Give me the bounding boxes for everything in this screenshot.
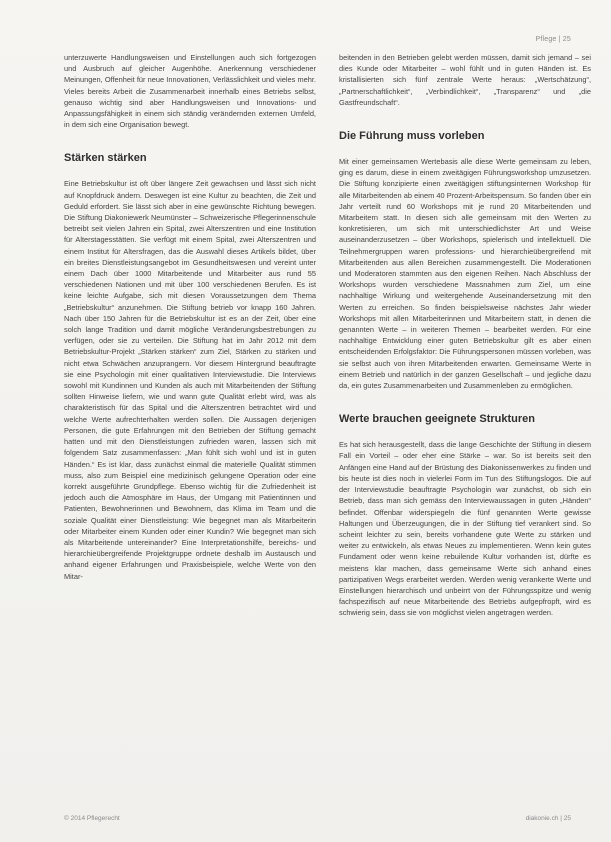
right-column xyxy=(339,52,591,619)
right-intro-paragraph: beitenden in den Betrieben gelebt werden müssen, damit sich jemand – sei dies Kunde oder Mitarbeiter – wohl fühlt und in guten Händen ist. Es kristallisierten sich fünf zentrale Werte heraus: „Wertschätzung“, „Partnerschaftlichkeit“, „Verbindlichkeit“, „Transparenz“ und „die Gastfreundschaft“. xyxy=(339,53,591,107)
footer-right: diakonie.ch | 25 xyxy=(525,815,571,822)
running-head: Pflege | 25 xyxy=(535,36,571,43)
section-heading-staerken: Stärken stärken xyxy=(64,152,147,165)
section-heading-fuehrung: Die Führung muss vorleben xyxy=(339,130,485,143)
intro-paragraph: unterzuwerte Handlungsweisen und Einstellungen auch sich fortgezogen und Ausbruch auf gleicher Augenhöhe. Anerkennung verschiedener Meinungen, Offenheit für neue Innovationen, Verlässlichkeit und vieles mehr. Vieles bereits Arbeit die Zusammenarbeit innerhalb eines Betriebs selbst, genauso wichtig sind aber Handlungsweisen und Innovations- und Anpassungsfähigkeit in einem sich ständig verändernden externen Umfeld, in dem sich eine Organisation bewegt. xyxy=(64,53,316,130)
footer-left: © 2014 Pflegerecht xyxy=(64,815,120,822)
left-column xyxy=(64,52,316,582)
section-paragraph-staerken: Eine Betriebskultur ist oft über längere Zeit gewachsen und lässt sich nicht auf Knopfdruck ändern. Deswegen ist eine Kultur zu beachten, die Zeit und Geduld erfordert. Sie lässt sich aber in eine gewünschte Richtung bewegen. Die Stiftung Diakoniewerk Neumünster – Schweizerische Pflegerinnenschule betreibt seit vielen Jahren ein Spital, zwei Alterszentren und eine Institution für Alterstagesstätten. Sie verfügt mit einem Spital, zwei Alterszentren und einem Institut für Altersfragen, das die Auswahl dieses Artikels bildet, über ein breites Dienstleistungsangebot im Gesundheitswesen und vereint unter einem Dach über 1000 Mitarbeitende und Mitarbeiter aus rund 55 verschiedenen Nationen und mit über 100 verschiedenen Berufen. Es ist keine leichte Aufgabe, sich mit diesen Voraussetzungen dem Thema „Betriebskultur“ anzunehmen. Die Stiftung betrieb vor knapp 160 Jahren. Nach über 150 Jahren für die Betriebskultur ist es an der Zeit, über eine solch lange Tradition und damit mögliche Veränderungsbestrebungen zu verfügen, oder sie zu verteilen. Die Stiftung hat im Jahr 2012 mit dem Betriebskultur-Projekt „Stärken stärken“ zum Ziel, Stärken zu stärken und nicht etwa Schwächen anzuprangern. Vor diesem Hintergrund beauftragte sie eine Psychologin mit einer qualitativen Interviewstudie. Die Interviews sowohl mit Kundinnen und Kunden als auch mit Mitarbeitenden der Stiftung sollten Hinweise liefern, wie und wann gute Qualität erlebt wird, was als charakteristisch für das Spital und die Alterszentren betrachtet wird und welche Werte aufrechterhalten werden sollen. Die Aussagen derjenigen Personen, die gute Erfahrungen mit den Betrieben der Stiftung gemacht hatten und mit den Dienstleistungen zufrieden waren, lassen sich mit folgendem Satz zusammenfassen: „Man fühlt sich wohl und ist in guten Händen.“ Es ist klar, dass zunächst einmal die materielle Qualität stimmen muss, also zum Beispiel eine medizinisch gelungene Operation oder eine korrekt ausgeführte Grundpflege. Ebenso wichtig für die Zufriedenheit ist jedoch auch die Atmosphäre im Haus, der Umgang mit Patientinnen und Patienten, Bewohnerinnen und Bewohnern, das Klima im Team und die soziale Qualität einer Dienstleistung: Wie begegnet man als Mitarbeiterin oder Mitarbeiter einem Kunden oder einer Kundin? Wie begegnet man sich als Mitarbeitende untereinander? Eine Interpretationshilfe, bereichs- und hierarchieübergreifende Projektgruppe ordnete deshalb im Austausch und anhand eigener Erfahrungen und Praxisbeispiele, welche Werte von den Mitar- xyxy=(64,179,316,581)
section-paragraph-fuehrung: Mit einer gemeinsamen Wertebasis alle diese Werte gemeinsam zu leben, ging es darum, diese in einem zweitägigen Führungsworkshop umzusetzen. Die Stiftung konzipierte einen zweitägigen stiftungsinternen Workshop für alle Mitarbeitenden ab einem 40 Prozent-Arbeitspensum. So fanden über ein Jahr verteilt rund 60 Workshops mit je rund 20 Mitarbeitenden und Mitarbeitern statt. In diesen sich alle gemeinsam mit den Werten zu konkretisieren, um sich mit unterschiedlichster Art und Weise auseinanderzusetzen – über Workshops, spielerisch und intellektuell. Die Teilnehmergruppen waren professions- und hierarchieübergreifend mit Mitarbeitenden aus allen Bereichen zusammengestellt. Die Moderationen und Moderatoren stammten aus den eigenen Reihen. Nach Abschluss der Workshops wurden verschiedene Massnahmen zum Ziel, um eine nachhaltige Wirkung und weitergehende Auseinandersetzung mit den Werten zu erreichen. So finden beispielsweise nächstes Jahr wieder Workshops mit allen Mitarbeiterinnen und Mitarbeitern statt, in denen die genannten Werte – in weiteren Themen – bearbeitet werden. Für eine nachhaltige Entwicklung einer guten Betriebskultur gilt es aber einen entscheidenden Erfolgsfaktor: Die Führungspersonen müssen vorleben, was sie selbst auch von ihren Mitarbeitenden erwarten. Gemeinsame Werte in einem Betrieb und natürlich in der ganzen Gesellschaft – und jegliche dazu da, ein gutes Zusammenarbeiten und Zusammenleben zu ermöglichen. xyxy=(339,157,591,391)
section-paragraph-strukturen: Es hat sich herausgestellt, dass die lange Geschichte der Stiftung in diesem Fall ein Vorteil – oder eher eine Stärke – war. So ist bereits seit den Anfängen eine Hand auf der Brüstung des Diakonissenwerkes zu finden und bis heute ist dies noch in vielerlei Form im Tun des Stiftungslogos. Die auf der Interviewstudie beauftragte Psychologin war zunächst, ob sich ein Betrieb, dass man sich gemäss den Interviewaussagen in guten „Händen“ befindet. Offenbar widerspiegeln die fünf genannten Werte gewisse Haltungen und Überzeugungen, die in der Stiftung tief verankert sind. So scheint leichter zu sein, bereits vorhandene gute Werte zu stärken und weiter zu entwickeln, als etwas Neues zu implementieren. Wenn kein gutes Fundament oder wenn keine rebuilende Kultur vorhanden ist, dürfte es meistens klar machen, dass gemeinsame Werte sich anhand eines partizipativen Wegs erarbeitet werden. Werden wenig verankerte Werte und Einstellungen hierarchisch und unbeirrt von der Führungsspitze und wenig fachspezifisch auf neue Mitarbeitende des Betriebs aufgepfropft, wird es schwierig sein, dass sie von möglichst vielen angetragen werden. xyxy=(339,440,591,618)
section-heading-strukturen: Werte brauchen geeignete Strukturen xyxy=(339,413,536,426)
